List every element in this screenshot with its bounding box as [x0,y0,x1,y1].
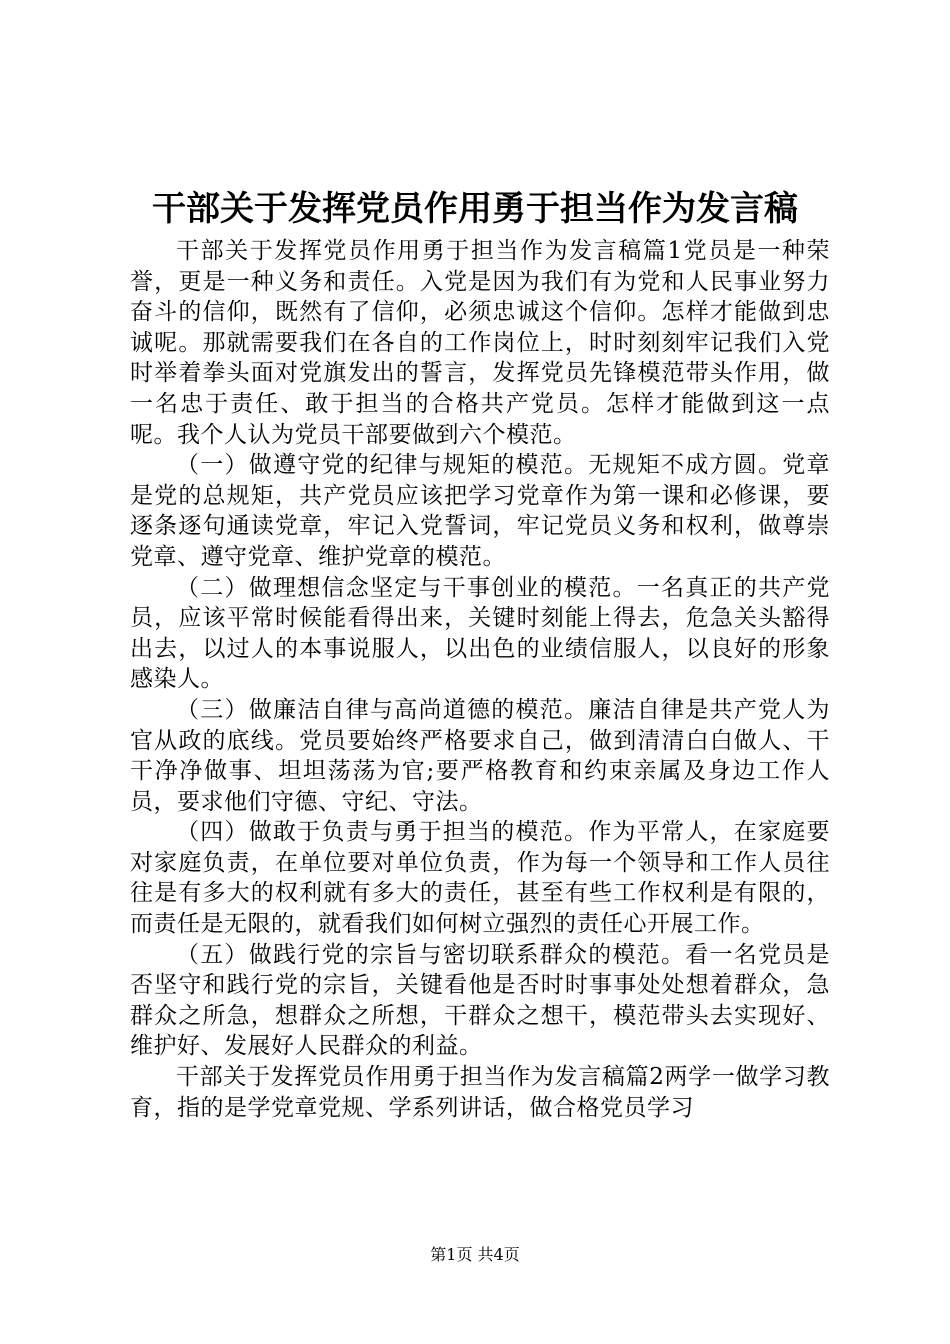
paragraph-item-3: （三）做廉洁自律与高尚道德的模范。廉洁自律是共产党人为官从政的底线。党员要始终严格要求自己，做到清清白白做人、干干净净做事、坦坦荡荡为官;要严格教育和约束亲属及身边工作人员，要求他们守德、守纪、守法。 [130,696,830,815]
paragraph-part-2: 干部关于发挥党员作用勇于担当作为发言稿篇2两学一做学习教育，指的是学党章党规、学系列讲话，做合格党员学习 [130,1064,830,1121]
document-title: 干部关于发挥党员作用勇于担当作为发言稿 [152,189,798,229]
page-number-footer: 第1页 共4页 [430,1245,520,1264]
paragraph-item-2: （二）做理想信念坚定与干事创业的模范。一名真正的共产党员，应该平常时候能看得出来，关键时刻能上得去，危急关头豁得出去，以过人的本事说服人，以出色的业绩信服人，以良好的形象感染人。 [130,574,830,693]
paragraph-item-4: （四）做敢于负责与勇于担当的模范。作为平常人，在家庭要对家庭负责，在单位要对单位负责，作为每一个领导和工作人员往往是有多大的权利就有多大的责任，甚至有些工作权利是有限的，而责任是无限的，就看我们如何树立强烈的责任心开展工作。 [130,819,830,938]
paragraph-intro: 干部关于发挥党员作用勇于担当作为发言稿篇1党员是一种荣誉，更是一种义务和责任。入党是因为我们有为党和人民事业努力奋斗的信仰，既然有了信仰，必须忠诚这个信仰。怎样才能做到忠诚呢。那就需要我们在各自的工作岗位上，时时刻刻牢记我们入党时举着拳头面对党旗发出的誓言，发挥党员先锋模范带头作用，做一名忠于责任、敢于担当的合格共产党员。怎样才能做到这一点呢。我个人认为党员干部要做到六个模范。 [130,238,830,448]
paragraph-item-1: （一）做遵守党的纪律与规矩的模范。无规矩不成方圆。党章是党的总规矩，共产党员应该把学习党章作为第一课和必修课，要逐条逐句通读党章，牢记入党誓词，牢记党员义务和权利，做尊崇党章、遵守党章、维护党章的模范。 [130,452,830,570]
paragraph-item-5: （五）做践行党的宗旨与密切联系群众的模范。看一名党员是否坚守和践行党的宗旨，关键看他是否时时事事处处想着群众，急群众之所急，想群众之所想，干群众之想干，模范带头去实现好、维护好、发展好人民群众的利益。 [130,941,830,1060]
document-body [130,236,830,1123]
